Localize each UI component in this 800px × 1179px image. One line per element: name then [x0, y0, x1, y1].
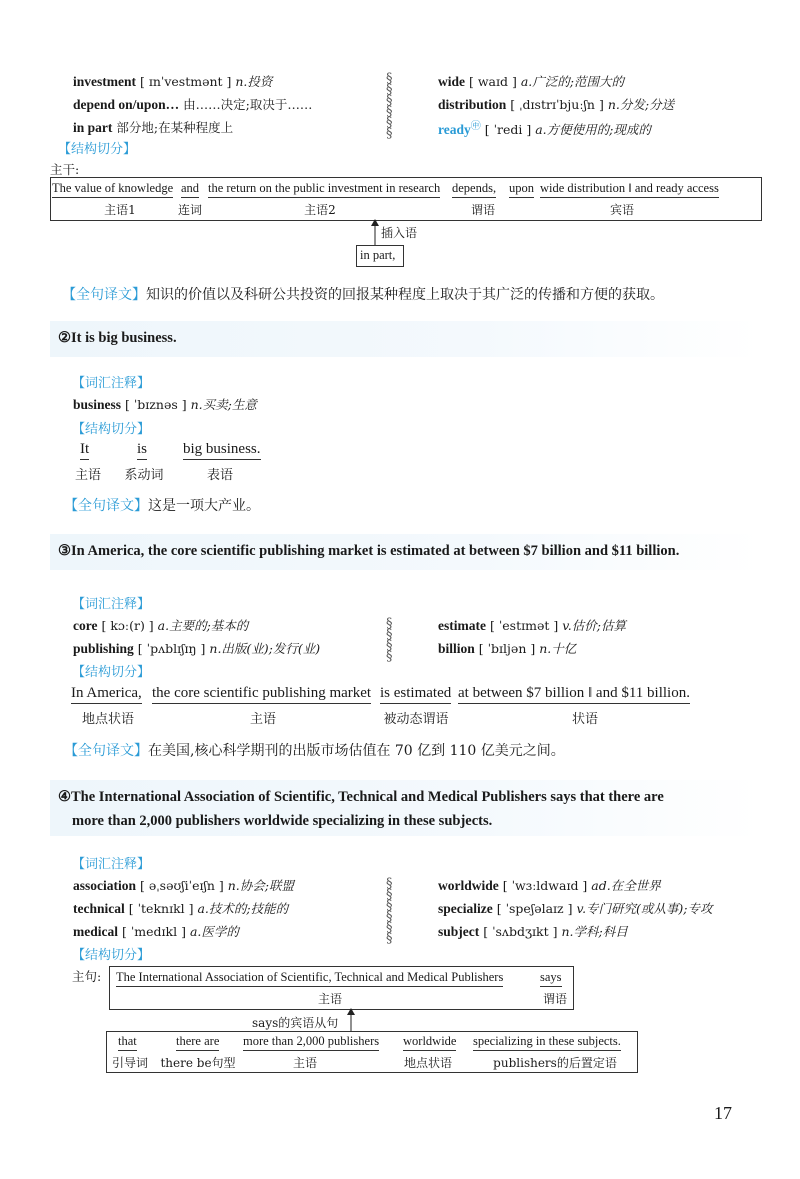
segment-object: wide distribution ‖ and ready access	[540, 181, 719, 198]
vocab-entry-subject: subject [ ˈsʌbdʒɪkt ] n.学科;科目	[438, 924, 628, 939]
role-label: 主语	[292, 1056, 317, 1070]
column-separator: § § § §	[386, 616, 393, 664]
vocab-entry-investment: investment [ ɪnˈvestmənt ] n.投资	[73, 74, 273, 89]
segment-conj: and	[181, 181, 199, 198]
vocab-entry-worldwide: worldwide [ ˈwɜːldwaɪd ] ad.在全世界	[438, 878, 661, 893]
insert-text: in part,	[360, 248, 396, 262]
role-label: 地点状语	[81, 712, 134, 727]
role-label: 主语	[249, 712, 276, 727]
role-label: 谓语	[542, 992, 567, 1006]
vocab-entry-association: association [ əˌsəʊʃiˈeɪʃn ] n.协会;联盟	[73, 878, 294, 893]
role-label: 引导词	[111, 1056, 148, 1070]
vocab-entry-technical: technical [ ˈteknɪkl ] a.技术的;技能的	[73, 901, 289, 916]
role-label: 宾语	[609, 203, 634, 217]
vocab-entry-core: core [ kɔː(r) ] a.主要的;基本的	[73, 618, 249, 633]
segment-conjunction: that	[118, 1034, 137, 1051]
segment-subject2: the return on the public investment in research	[208, 181, 440, 198]
vocab-tag: 【词汇注释】	[72, 597, 151, 612]
vocab-entry-business: business [ ˈbɪznəs ] n.买卖;生意	[73, 397, 257, 412]
segment-subject: It	[80, 441, 89, 460]
insert-label: 插入语	[381, 226, 418, 240]
translation-line	[62, 284, 664, 304]
role-label: there be句型	[160, 1056, 236, 1070]
role-label: 表语	[206, 468, 233, 483]
vocab-entry-billion: billion [ ˈbɪljən ] n.十亿	[438, 641, 577, 656]
translation-line	[64, 740, 565, 760]
role-label: publishers的后置定语	[493, 1056, 617, 1070]
role-label: 谓语	[470, 203, 495, 217]
segment-predicate: depends,	[452, 181, 496, 198]
vocab-tag: 【词汇注释】	[72, 857, 151, 872]
vocab-entry-wide: wide [ waɪd ] a.广泛的;范围大的	[438, 74, 624, 89]
sentence-heading-line1: ④The International Association of Scientific, Technical and Medical Publishers says that there are	[58, 789, 664, 805]
vocab-tag: 【词汇注释】	[72, 376, 151, 391]
role-label: 地点状语	[403, 1056, 452, 1070]
segment-predicative: big business.	[183, 441, 261, 460]
role-label: 主语	[317, 992, 342, 1006]
up-arrow-icon	[370, 219, 380, 247]
structure-tag: 【结构切分】	[58, 142, 137, 157]
main-clause-label: 主干:	[50, 162, 80, 177]
translation-tag: 【全句译文】	[62, 287, 146, 303]
segment-upon: upon	[509, 181, 534, 198]
role-label: 主语	[74, 468, 101, 483]
sentence-heading: ③In America, the core scientific publishing market is estimated at between $7 billion and $11 billion.	[58, 543, 680, 559]
page-number: 17	[714, 1103, 732, 1123]
translation-text: 这是一项大产业。	[148, 498, 260, 514]
segment-postmodifier: specializing in these subjects.	[473, 1034, 621, 1051]
vocab-entry-depend-on: depend on/upon… 由……决定;取决于……	[73, 97, 313, 112]
role-label: 状语	[571, 712, 598, 727]
sentence-heading-line2: more than 2,000 publishers worldwide specializing in these subjects.	[72, 813, 493, 829]
structure-tag: 【结构切分】	[72, 948, 151, 963]
vocab-entry-estimate: estimate [ ˈestɪmət ] v.估价;估算	[438, 618, 626, 633]
segment-there-are: there are	[176, 1034, 219, 1051]
segment-subject1: The value of knowledge	[52, 181, 173, 198]
role-label: 系动词	[124, 468, 164, 483]
vocab-entry-specialize: specialize [ ˈspeʃəlaɪz ] v.专门研究(或从事);专攻	[438, 901, 713, 916]
segment-predicate: says	[540, 970, 562, 987]
role-label: 主语2	[304, 203, 336, 217]
structure-tag: 【结构切分】	[72, 422, 151, 437]
key-word-mark-icon: ㊥	[470, 121, 481, 132]
structure-tag: 【结构切分】	[72, 665, 151, 680]
segment-worldwide: worldwide	[403, 1034, 456, 1051]
segment-passive-predicate: is estimated	[380, 685, 451, 704]
translation-line	[64, 495, 260, 515]
vocab-entry-in-part: in part 部分地;在某种程度上	[73, 120, 234, 135]
segment-adverbial: at between $7 billion ‖ and $11 billion.	[458, 685, 690, 704]
column-separator: § § § § § §	[386, 71, 393, 141]
sentence-heading: ②It is big business.	[58, 330, 177, 346]
translation-text: 知识的价值以及科研公共投资的回报某种程度上取决于其广泛的传播和方便的获取。	[146, 287, 664, 303]
segment-place-adverbial: In America,	[71, 685, 142, 704]
main-clause-label: 主句:	[72, 969, 102, 984]
segment-subject: the core scientific publishing market	[152, 685, 371, 704]
column-separator: § § § § § §	[386, 876, 393, 946]
segment-subject: more than 2,000 publishers	[243, 1034, 379, 1051]
up-arrow-icon	[346, 1008, 356, 1032]
clause-label: says的宾语从句	[252, 1016, 339, 1030]
vocab-entry-publishing: publishing [ ˈpʌblɪʃɪŋ ] n.出版(业);发行(业)	[73, 641, 321, 656]
translation-tag: 【全句译文】	[64, 498, 148, 514]
role-label: 被动态谓语	[383, 712, 449, 727]
segment-linking-verb: is	[137, 441, 147, 460]
translation-text: 在美国,核心科学期刊的出版市场估值在 70 亿到 110 亿美元之间。	[148, 743, 565, 759]
vocab-entry-distribution: distribution [ ˌdɪstrɪˈbjuːʃn ] n.分发;分送	[438, 97, 675, 112]
vocab-entry-medical: medical [ ˈmedɪkl ] a.医学的	[73, 924, 239, 939]
segment-subject: The International Association of Scientific, Technical and Medical Publishers	[116, 970, 503, 987]
role-label: 连词	[177, 203, 202, 217]
role-label: 主语1	[104, 203, 136, 217]
translation-tag: 【全句译文】	[64, 743, 148, 759]
vocab-entry-ready: ready㊥ [ ˈredi ] a.方便使用的;现成的	[438, 121, 651, 138]
